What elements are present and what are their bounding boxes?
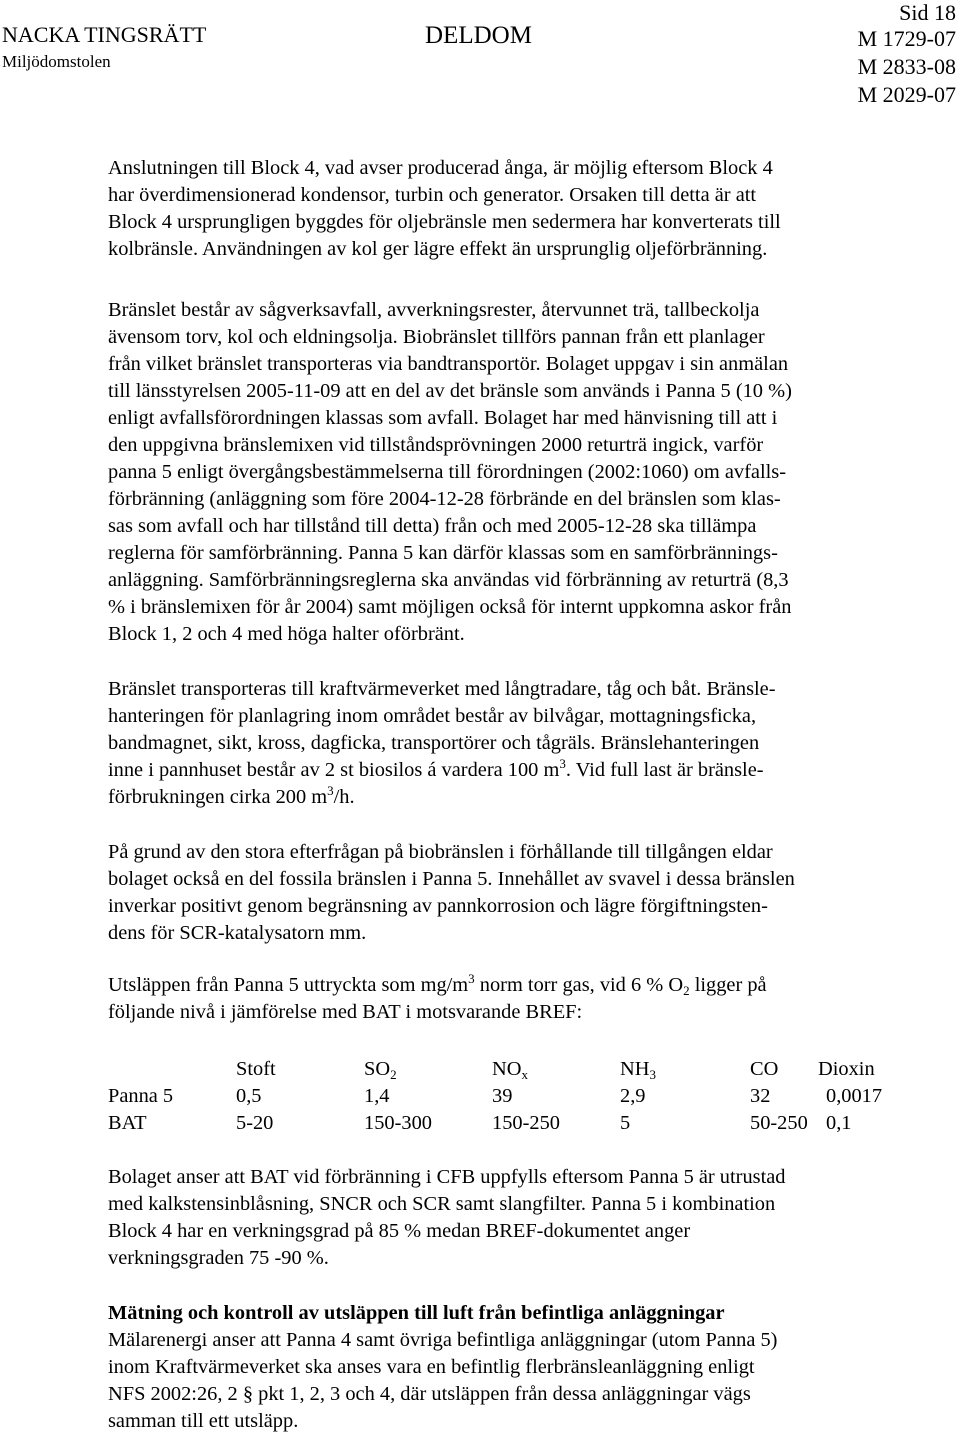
text-fragment: ligger på [689, 974, 767, 996]
superscript: 3 [327, 783, 334, 798]
text-line: Bränslet består av sågverksavfall, avverkningsrester, återvunnet trä, tallbeckolja [108, 299, 760, 321]
text-fragment: SO [364, 1058, 391, 1080]
text-line: Anslutningen till Block 4, vad avser producerad ånga, är möjlig eftersom Block 4 [108, 157, 773, 179]
subscript: 2 [683, 983, 690, 998]
text-line: Block 4 har en verkningsgrad på 85 % medan BREF-dokumentet anger [108, 1220, 691, 1242]
text-line [108, 972, 908, 999]
text-line: inverkar positivt genom begränsning av pannkorrosion och lägre förgiftningsten- [108, 895, 768, 917]
text-line: enligt avfallsförordningen klassas som avfall. Bolaget har med hänvisning till att i [108, 407, 778, 429]
table-cell: 5-20 [236, 1112, 274, 1134]
text-line: följande nivå i jämförelse med BAT i motsvarande BREF: [108, 1001, 583, 1023]
text-fragment: inne i pannhuset består av 2 st biosilos á vardera 100 m [108, 759, 560, 781]
table-cell: 50-250 [750, 1112, 808, 1134]
section-heading: Mätning och kontroll av utsläppen till luft från befintliga anläggningar [108, 1302, 725, 1324]
column-header-stoft: Stoft [236, 1058, 276, 1080]
table-cell: 0,1 [826, 1112, 852, 1134]
text-line: verkningsgraden 75 -90 %. [108, 1247, 329, 1269]
text-line: På grund av den stora efterfrågan på biobränslen i förhållande till tillgången eldar [108, 841, 773, 863]
table-row [108, 1081, 882, 1108]
table-cell: 0,5 [236, 1085, 262, 1107]
column-header-co: CO [750, 1058, 779, 1080]
text-line: Bränslet transporteras till kraftvärmeverket med långtradare, tåg och båt. Bränsle- [108, 678, 776, 700]
table-cell: 150-250 [492, 1112, 560, 1134]
text-line: Bolaget anser att BAT vid förbränning i CFB uppfylls eftersom Panna 5 är utrustad [108, 1166, 786, 1188]
text-line: kolbränsle. Användningen av kol ger lägre effekt än ursprunglig oljeförbränning. [108, 238, 768, 260]
text-line: % i bränslemixen för år 2004) samt möjligen också för internt uppkomna askor från [108, 596, 792, 618]
table-header-row [108, 1054, 882, 1081]
table-cell: 2,9 [620, 1085, 646, 1107]
paragraph-transport [108, 676, 908, 811]
text-line: den uppgivna bränslemixen vid tillståndsprövningen 2000 returträ ingick, varför [108, 434, 764, 456]
subscript: x [521, 1067, 528, 1082]
text-line: anläggning. Samförbränningsreglerna ska användas vid förbränning av returträ (8,3 [108, 569, 789, 591]
text-line: förbränning (anläggning som före 2004-12-28 förbrände en del bränslen som klas- [108, 488, 781, 510]
text-fragment: NO [492, 1058, 522, 1080]
table-cell: 150-300 [364, 1112, 432, 1134]
text-line: reglerna för samförbränning. Panna 5 kan därför klassas som en samförbrännings- [108, 542, 778, 564]
table-cell: BAT [108, 1112, 147, 1134]
table-cell: 0,0017 [826, 1085, 883, 1107]
text-line [108, 784, 908, 811]
text-line: från vilket bränslet transporteras via bandtransportör. Bolaget uppgav i sin anmälan [108, 353, 789, 375]
case-number: M 2833-08 [857, 54, 956, 79]
column-header-nox [492, 1054, 620, 1081]
page-number: Sid 18 [899, 0, 956, 25]
subscript: 2 [390, 1067, 397, 1082]
text-fragment: norm torr gas, vid 6 % O [474, 974, 684, 996]
paragraph-emissions-intro [108, 972, 908, 1026]
table-cell: 39 [492, 1085, 513, 1107]
table-cell: Panna 5 [108, 1085, 174, 1107]
case-number: M 1729-07 [857, 26, 956, 51]
paragraph-fuel [108, 297, 908, 648]
table-row [108, 1108, 882, 1135]
text-line: panna 5 enligt övergångsbestämmelserna till förordningen (2002:1060) om avfalls- [108, 461, 787, 483]
paragraph-connection [108, 155, 908, 263]
text-line: Block 1, 2 och 4 med höga halter oförbränt. [108, 623, 465, 645]
text-line: med kalkstensinblåsning, SNCR och SCR samt slangfilter. Panna 5 i kombination [108, 1193, 776, 1215]
emissions-table [108, 1054, 882, 1135]
text-line: Block 4 ursprungligen byggdes för oljebränsle men sedermera har konverterats till [108, 211, 781, 233]
table-cell: 1,4 [364, 1085, 390, 1107]
text-line: till länsstyrelsen 2005-11-09 att en del av det bränsle som används i Panna 5 (10 %) [108, 380, 792, 402]
text-fragment: Utsläppen från Panna 5 uttryckta som mg/m [108, 974, 469, 996]
table-cell: 32 [750, 1085, 771, 1107]
column-header-so2 [364, 1054, 492, 1081]
text-line: bandmagnet, sikt, kross, dagficka, transportörer och tågräls. Bränslehanteringen [108, 732, 760, 754]
text-line: NFS 2002:26, 2 § pkt 1, 2, 3 och 4, där utsläppen från dessa anläggningar vägs [108, 1383, 751, 1405]
section-measurement [108, 1300, 908, 1435]
superscript: 3 [468, 971, 475, 986]
paragraph-bat-assessment [108, 1164, 908, 1272]
text-fragment: /h. [333, 786, 355, 808]
text-line: hanteringen för planlagring inom området består av bilvågar, mottagningsficka, [108, 705, 757, 727]
table-cell [108, 1054, 236, 1081]
text-line: bolaget också en del fossila bränslen i Panna 5. Innehållet av svavel i dessa bränslen [108, 868, 795, 890]
column-header-dioxin: Dioxin [818, 1058, 875, 1080]
text-line: samman till ett utsläpp. [108, 1410, 299, 1432]
table-cell: 5 [620, 1112, 631, 1134]
case-number: M 2029-07 [857, 82, 956, 107]
subscript: 3 [649, 1067, 656, 1082]
paragraph-fossil-fuels [108, 839, 908, 947]
text-line: dens för SCR-katalysatorn mm. [108, 922, 367, 944]
superscript: 3 [559, 756, 566, 771]
text-fragment: NH [620, 1058, 650, 1080]
text-line: har överdimensionerad kondensor, turbin och generator. Orsaken till detta är att [108, 184, 757, 206]
document-type: DELDOM [425, 22, 532, 49]
text-line [108, 757, 908, 784]
text-line: Mälarenergi anser att Panna 4 samt övriga befintliga anläggningar (utom Panna 5) [108, 1329, 778, 1351]
text-fragment: . Vid full last är bränsle- [565, 759, 764, 781]
text-line: ävensom torv, kol och eldningsolja. Biobränslet tillförs pannan från ett planlager [108, 326, 765, 348]
text-line: inom Kraftvärmeverket ska anses vara en befintlig flerbränsleanläggning enligt [108, 1356, 755, 1378]
text-line: sas som avfall och har tillstånd till detta) från och med 2005-12-28 ska tillämpa [108, 515, 757, 537]
court-name: NACKA TINGSRÄTT [2, 22, 207, 47]
text-fragment: förbrukningen cirka 200 m [108, 786, 328, 808]
column-header-nh3 [620, 1054, 750, 1081]
court-subdivision: Miljödomstolen [2, 52, 111, 71]
